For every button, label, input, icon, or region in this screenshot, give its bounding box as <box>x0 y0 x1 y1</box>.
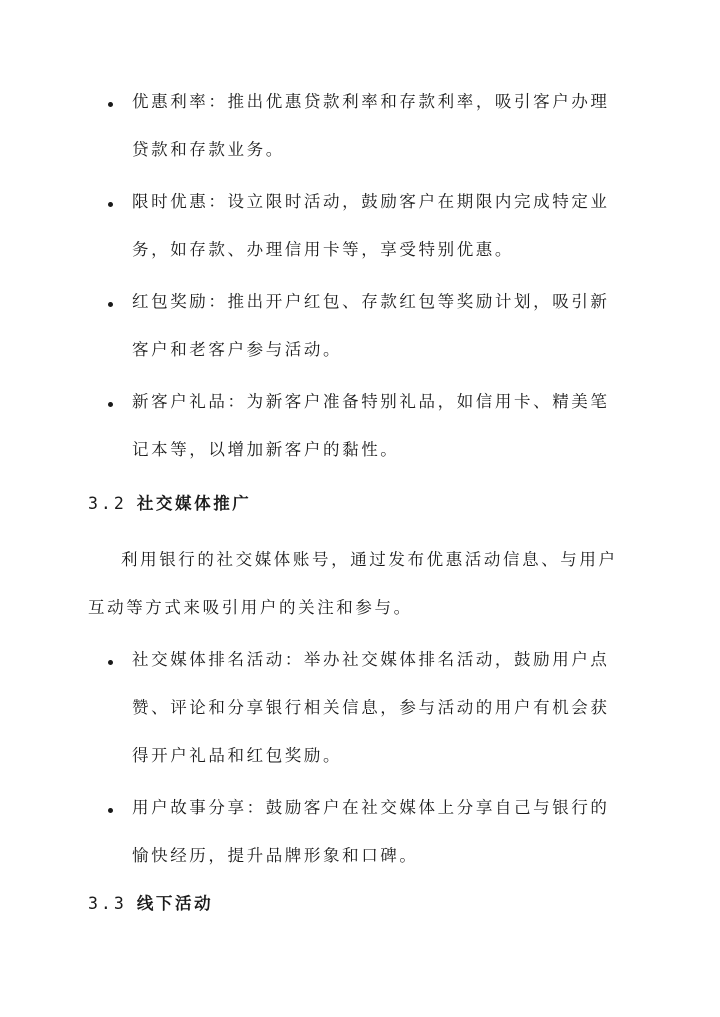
bullet-body: 鼓励客户在社交媒体上分享自己与银行的愉快经历，提升品牌形象和口碑。 <box>132 798 610 865</box>
bullet-dot <box>108 202 113 207</box>
bullet-text: 社交媒体排名活动：举办社交媒体排名活动，鼓励用户点赞、评论和分享银行相关信息，参与活动的用户有机会获得开户礼品和红包奖励。 <box>132 650 610 765</box>
bullet-label: 社交媒体排名活动 <box>132 650 285 669</box>
bullet-text: 限时优惠：设立限时活动，鼓励客户在期限内完成特定业务，如存款、办理信用卡等，享受特别优惠。 <box>132 192 610 259</box>
bullet-label: 限时优惠 <box>132 192 209 211</box>
section-heading-3-2 <box>88 490 251 514</box>
bullet-item-red-packet <box>108 292 628 374</box>
bullet-text: 红包奖励：推出开户红包、存款红包等奖励计划，吸引新客户和老客户参与活动。 <box>132 292 610 359</box>
bullet-text: 新客户礼品：为新客户准备特别礼品，如信用卡、精美笔记本等，以增加新客户的黏性。 <box>132 392 610 459</box>
bullet-text: 用户故事分享：鼓励客户在社交媒体上分享自己与银行的愉快经历，提升品牌形象和口碑。 <box>132 798 610 865</box>
section-paragraph: 利用银行的社交媒体账号，通过发布优惠活动信息、与用户互动等方式来吸引用户的关注和参与。 <box>88 550 618 617</box>
bullet-text: 优惠利率：推出优惠贷款利率和存款利率，吸引客户办理贷款和存款业务。 <box>132 92 610 159</box>
bullet-body: 推出开户红包、存款红包等奖励计划，吸引新客户和老客户参与活动。 <box>132 292 610 359</box>
bullet-dot <box>108 302 113 307</box>
section-heading-3-3 <box>88 890 213 914</box>
bullet-dot <box>108 808 113 813</box>
bullet-body: 为新客户准备特别礼品，如信用卡、精美笔记本等，以增加新客户的黏性。 <box>132 392 610 459</box>
bullet-dot <box>108 102 113 107</box>
bullet-item-limited-offer <box>108 192 628 274</box>
section-number: 3.3 <box>88 894 127 913</box>
section-title: 社交媒体推广 <box>136 494 252 513</box>
bullet-label: 新客户礼品 <box>132 392 228 411</box>
bullet-item-user-story <box>108 798 628 880</box>
bullet-label: 用户故事分享 <box>132 798 247 817</box>
bullet-body: 举办社交媒体排名活动，鼓励用户点赞、评论和分享银行相关信息，参与活动的用户有机会获得开户礼品和红包奖励。 <box>132 650 610 765</box>
bullet-dot <box>108 660 113 665</box>
bullet-body: 设立限时活动，鼓励客户在期限内完成特定业务，如存款、办理信用卡等，享受特别优惠。 <box>132 192 610 259</box>
bullet-body: 推出优惠贷款利率和存款利率，吸引客户办理贷款和存款业务。 <box>132 92 610 159</box>
bullet-item-new-customer-gift <box>108 392 628 474</box>
bullet-label: 红包奖励 <box>132 292 209 311</box>
bullet-item-social-ranking <box>108 650 628 780</box>
section-number: 3.2 <box>88 494 127 513</box>
bullet-dot <box>108 402 113 407</box>
bullet-item-preferential-rate <box>108 92 628 174</box>
section-title: 线下活动 <box>136 894 214 913</box>
bullet-label: 优惠利率 <box>132 92 209 111</box>
